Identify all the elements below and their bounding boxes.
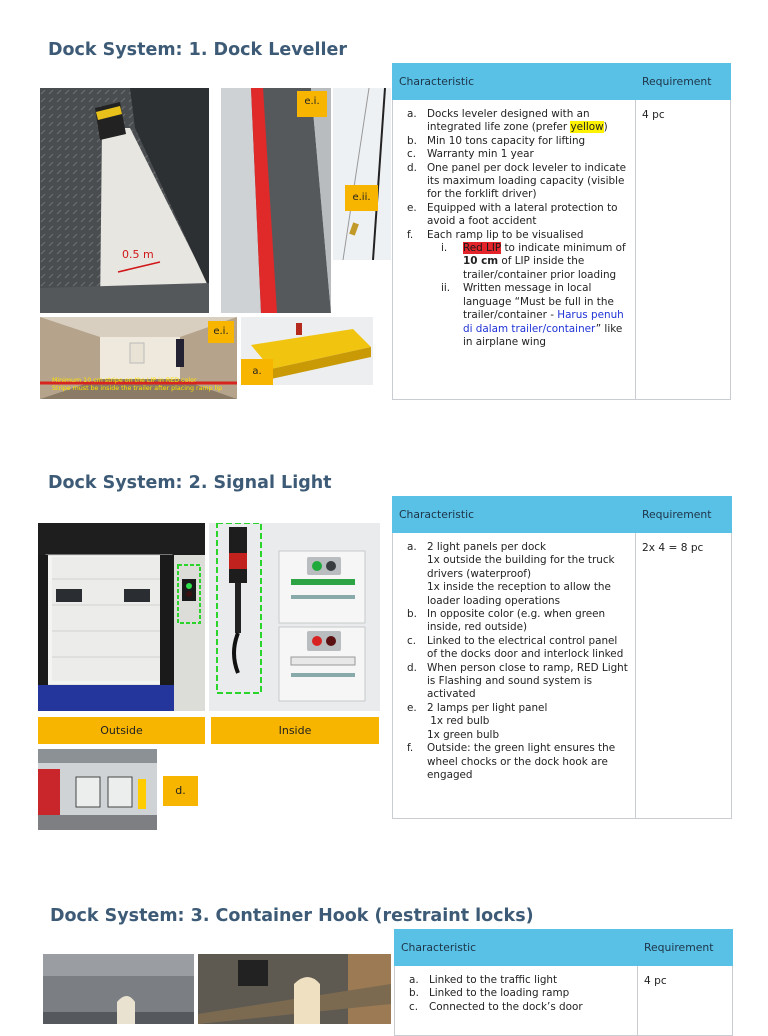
list-item: d. When person close to ramp, RED Light is Flashing and sound system is activated xyxy=(407,661,628,701)
characteristic-cell xyxy=(395,966,638,1036)
ramp-lip-photo xyxy=(221,88,331,313)
tag-e-i-2: e.i. xyxy=(208,321,234,343)
caption-inside: Inside xyxy=(211,717,379,744)
section-1-table xyxy=(392,63,731,400)
trailer-photo-caption: Minimum 10 cm stripe on the LIP in RED color Stripe must be inside the trailer after placing ramp lip xyxy=(52,377,223,392)
list-item: a. 2 light panels per dock 1x outside the building for the truck drivers (waterproof) 1x inside the reception to allow the loader loading operations xyxy=(407,541,615,607)
tag-d: d. xyxy=(163,776,198,806)
list-item: d. One panel per dock leveler to indicate its maximum loading capacity (visible for the forklift driver) xyxy=(407,161,627,201)
requirement-cell: 4 pc xyxy=(638,966,733,1036)
tag-e-ii: e.ii. xyxy=(345,185,378,211)
tag-a: a. xyxy=(241,359,273,385)
list-item: f. Outside: the green light ensures the wheel chocks or the dock hook are engaged xyxy=(407,742,616,781)
caption-outside: Outside xyxy=(38,717,205,744)
sub-list-item: i. Red LIP to indicate minimum of 10 cm of LIP inside the trailer/container prior loading xyxy=(441,242,626,281)
sub-list-item: ii. Written message in local language “Must be full in the trailer/container - Harus penuh di dalam trailer/container” like in airplane wing xyxy=(441,282,624,348)
requirement-cell: 4 pc xyxy=(636,100,731,400)
list-item: f. Each ramp lip to be visualised i. Red LIP to indicate minimum of 10 cm of LIP inside the trailer/container prior loading ii. Written message in local language “Must be full in the trailer/container - Harus penuh di dalam trailer/container” like in airplane wing xyxy=(399,229,629,350)
tag-e-i: e.i. xyxy=(297,91,327,117)
header-characteristic: Characteristic xyxy=(393,64,636,100)
header-requirement: Requirement xyxy=(636,64,731,100)
section-3-title: Dock System: 3. Container Hook (restraint locks) xyxy=(50,906,534,926)
header-requirement: Requirement xyxy=(638,930,733,966)
dock-doors-photo xyxy=(38,749,157,830)
characteristic-cell xyxy=(393,533,636,819)
container-hook-photo-2 xyxy=(198,954,391,1024)
list-item: b. Min 10 tons capacity for lifting xyxy=(407,134,586,147)
list-item: e. 2 lamps per light panel 1x red bulb 1x green bulb xyxy=(407,701,548,741)
trailer-inside-photo xyxy=(40,317,237,399)
list-item: c. Connected to the dock’s door xyxy=(409,1000,583,1013)
airplane-wing-photo xyxy=(333,88,391,260)
list-item: c. Warranty min 1 year xyxy=(407,148,534,161)
requirement-cell: 2x 4 = 8 pc xyxy=(636,533,732,819)
list-item: a. Docks leveler designed with an integrated life zone (prefer yellow) xyxy=(407,108,608,134)
characteristic-cell xyxy=(393,100,636,400)
measure-label: 0.5 m xyxy=(122,248,154,261)
yellow-leveller-photo xyxy=(241,317,373,385)
signal-light-inside-photo xyxy=(209,523,380,711)
list-item: b. Linked to the loading ramp xyxy=(409,987,570,1000)
dock-leveller-photo-main xyxy=(40,88,209,313)
section-1-title: Dock System: 1. Dock Leveller xyxy=(48,40,348,60)
header-characteristic: Characteristic xyxy=(395,930,638,966)
list-item: e. Equipped with a lateral protection to avoid a foot accident xyxy=(407,201,618,228)
container-hook-photo-1 xyxy=(43,954,194,1024)
list-item: a. Linked to the traffic light xyxy=(409,974,558,986)
header-characteristic: Characteristic xyxy=(393,497,636,533)
header-requirement: Requirement xyxy=(636,497,732,533)
list-item: b. In opposite color (e.g. when green inside, red outside) xyxy=(407,608,606,634)
section-2-table xyxy=(392,496,732,819)
section-3-table xyxy=(394,929,733,1036)
signal-light-outside-photo xyxy=(38,523,205,711)
list-item: c. Linked to the electrical control panel of the docks door and interlock linked xyxy=(407,634,624,661)
section-2-title: Dock System: 2. Signal Light xyxy=(48,473,332,493)
